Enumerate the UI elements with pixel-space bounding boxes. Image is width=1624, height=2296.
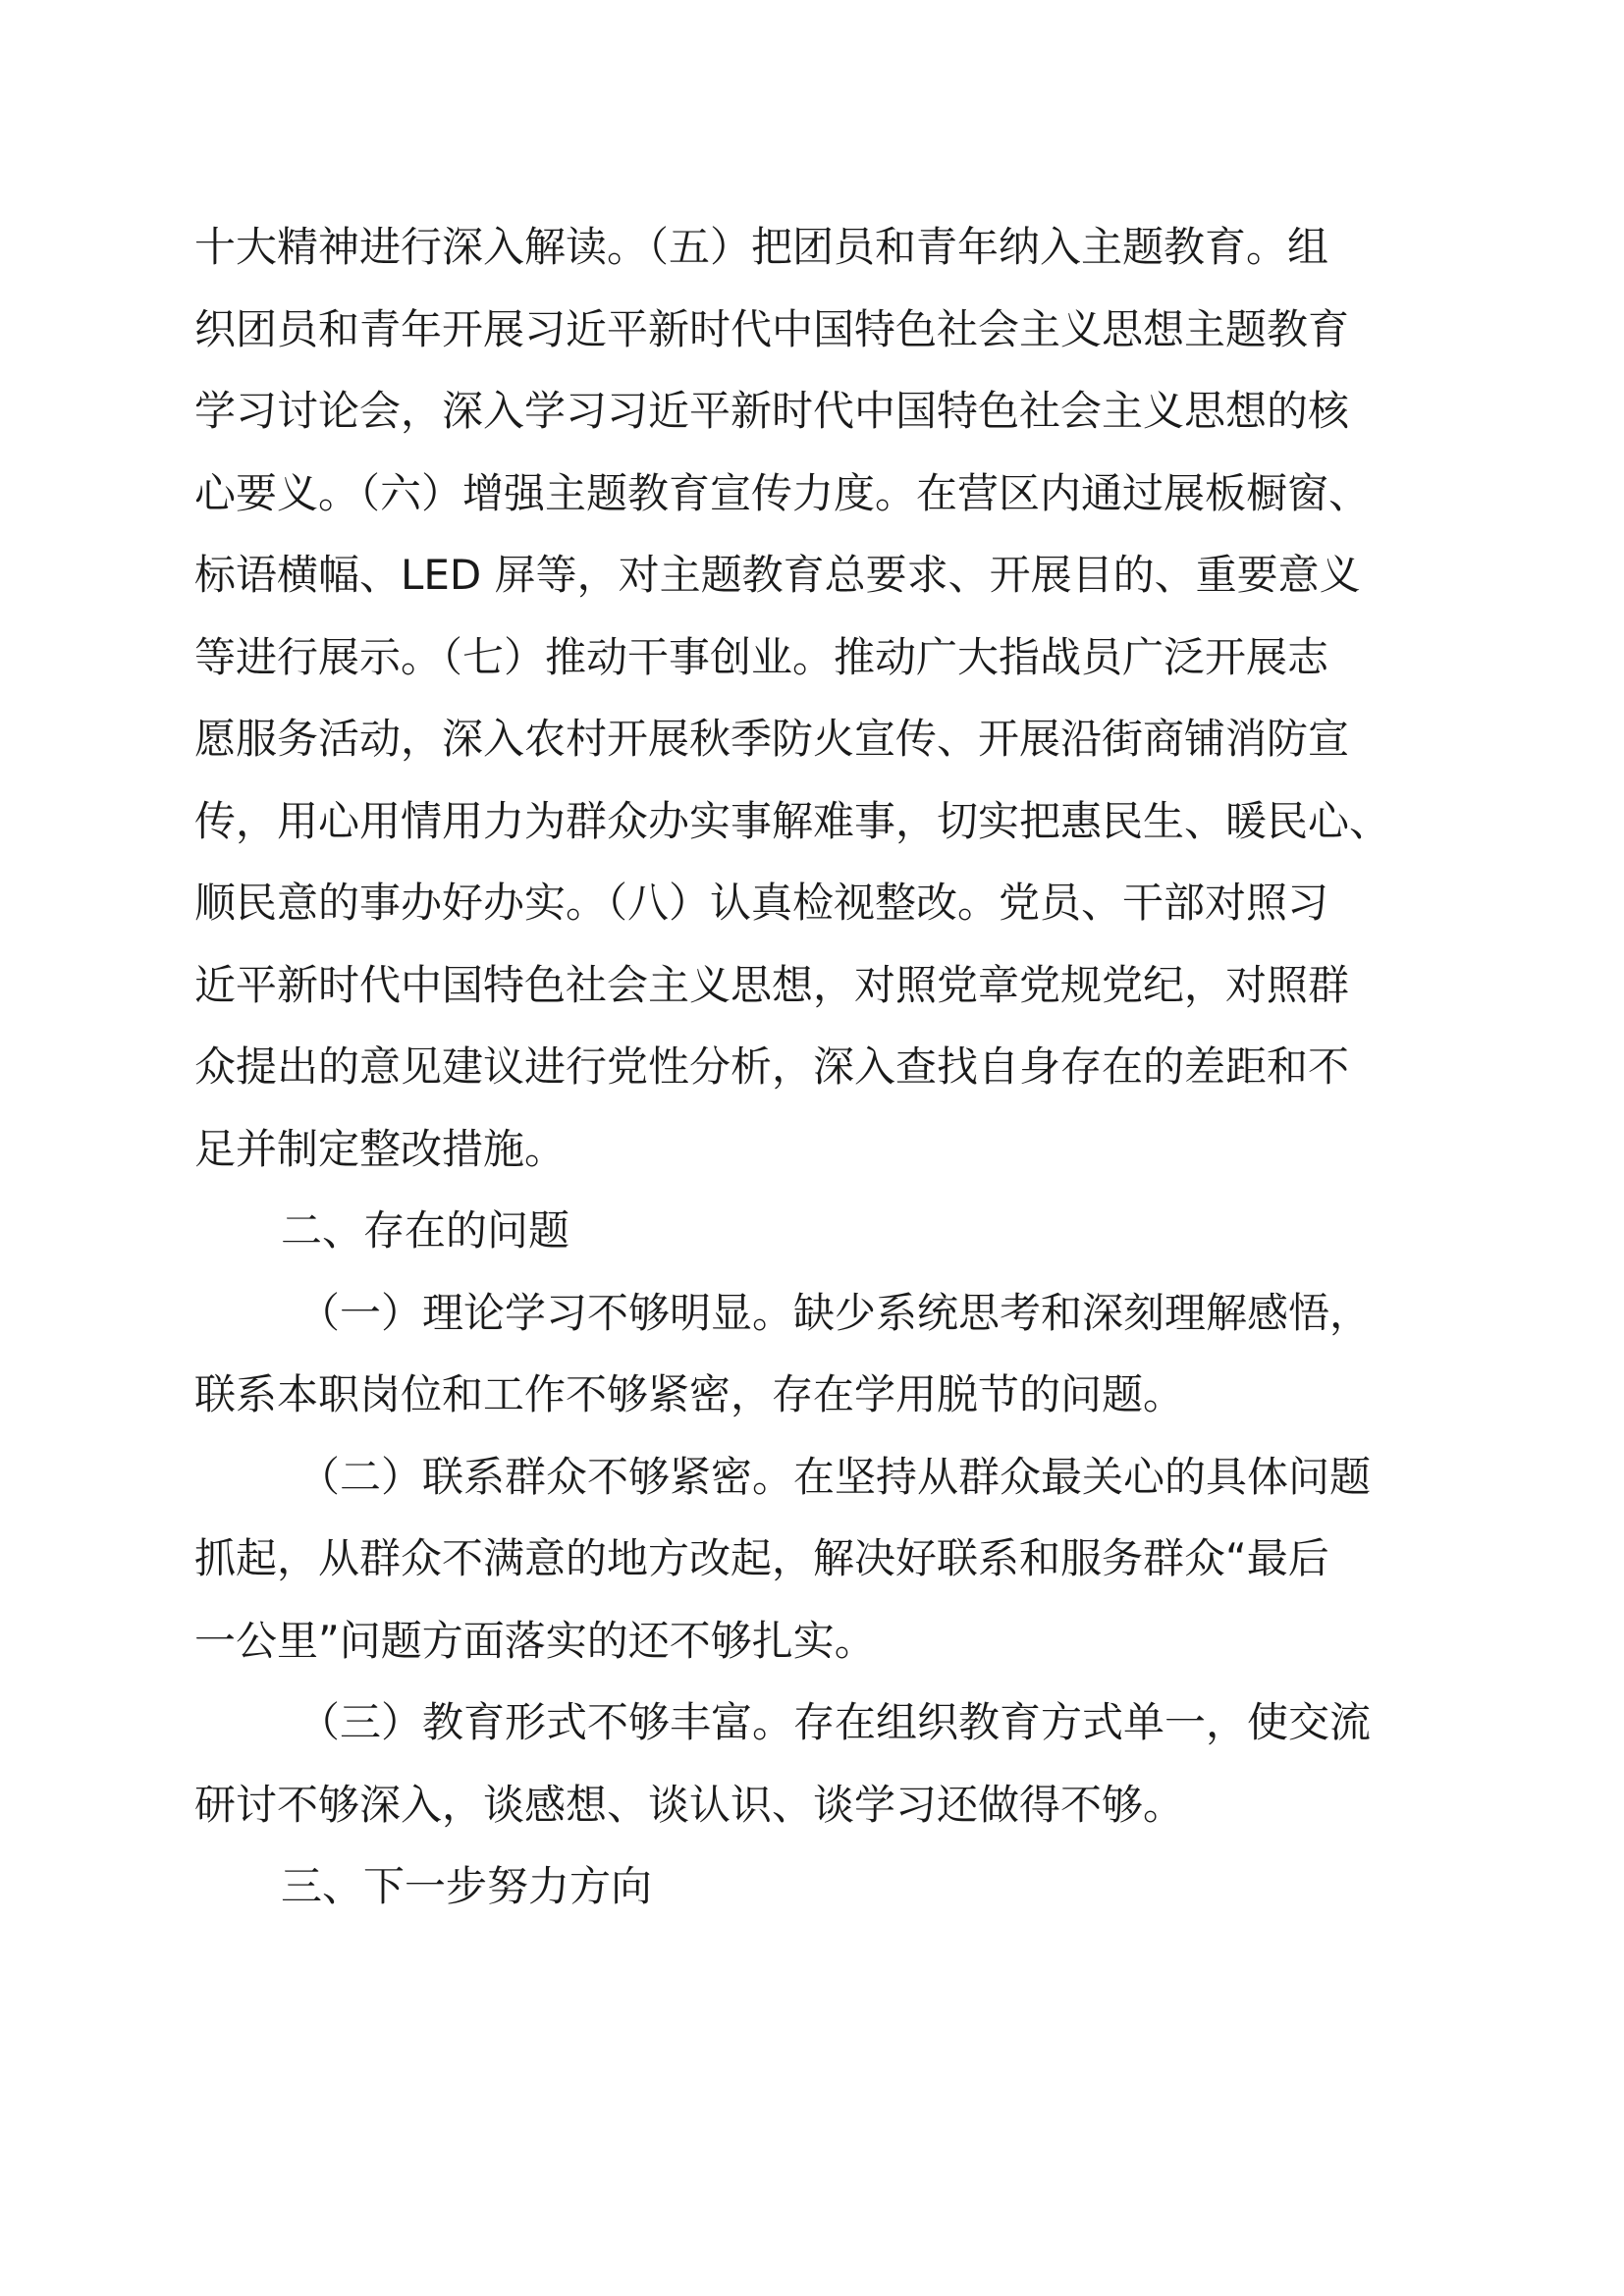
text-line: 等进行展示。（七）推动干事创业。推动广大指战员广泛开展志 <box>194 632 1329 681</box>
text-line: 近平新时代中国特色社会主义思想，对照党章党规党纪，对照群 <box>194 960 1350 1009</box>
section-heading-problems <box>194 1190 1432 1272</box>
problem-item-2 <box>194 1436 1432 1682</box>
text-line: 足并制定整改措施。 <box>194 1124 567 1173</box>
text-line: 联系本职岗位和工作不够紧密，存在学用脱节的问题。 <box>194 1370 1185 1418</box>
text-line: 心要义。（六）增强主题教育宣传力度。在营区内通过展板橱窗、 <box>194 468 1371 517</box>
text-line: 愿服务活动，深入农村开展秋季防火宣传、开展沿街商铺消防宣 <box>194 715 1350 763</box>
problem-item-1 <box>194 1272 1432 1436</box>
text-line: 传，用心用情用力为群众办实事解难事，切实把惠民生、暖民心、 <box>194 796 1391 845</box>
section-heading-next-steps <box>194 1845 1432 1928</box>
text-line: 十大精神进行深入解读。（五）把团员和青年纳入主题教育。组 <box>194 223 1329 271</box>
text-line: 学习讨论会，深入学习习近平新时代中国特色社会主义思想的核 <box>194 387 1350 435</box>
heading-text: 三、下一步努力方向 <box>281 1862 653 1910</box>
text-line: （二）联系群众不够紧密。在坚持从群众最关心的具体问题 <box>298 1452 1372 1501</box>
document-body <box>194 206 1432 1928</box>
text-line: 众提出的意见建议进行党性分析，深入查找自身存在的差距和不 <box>194 1042 1350 1091</box>
text-line: 顺民意的事办好办实。（八）认真检视整改。党员、干部对照习 <box>194 879 1329 927</box>
text-line: （一）理论学习不够明显。缺少系统思考和深刻理解感悟， <box>298 1288 1372 1337</box>
text-line: 一公里”问题方面落实的还不够扎实。 <box>194 1616 876 1665</box>
text-line: 研讨不够深入，谈感想、谈认识、谈学习还做得不够。 <box>194 1780 1185 1829</box>
text-line: 标语横幅、LED 屏等，对主题教育总要求、开展目的、重要意义 <box>194 551 1361 599</box>
text-line: （三）教育形式不够丰富。存在组织教育方式单一，使交流 <box>298 1698 1372 1746</box>
body-paragraph <box>194 206 1432 1190</box>
text-line: 织团员和青年开展习近平新时代中国特色社会主义思想主题教育 <box>194 304 1350 353</box>
heading-text: 二、存在的问题 <box>281 1206 570 1255</box>
text-line: 抓起，从群众不满意的地方改起，解决好联系和服务群众“最后 <box>194 1534 1329 1582</box>
problem-item-3 <box>194 1682 1432 1845</box>
